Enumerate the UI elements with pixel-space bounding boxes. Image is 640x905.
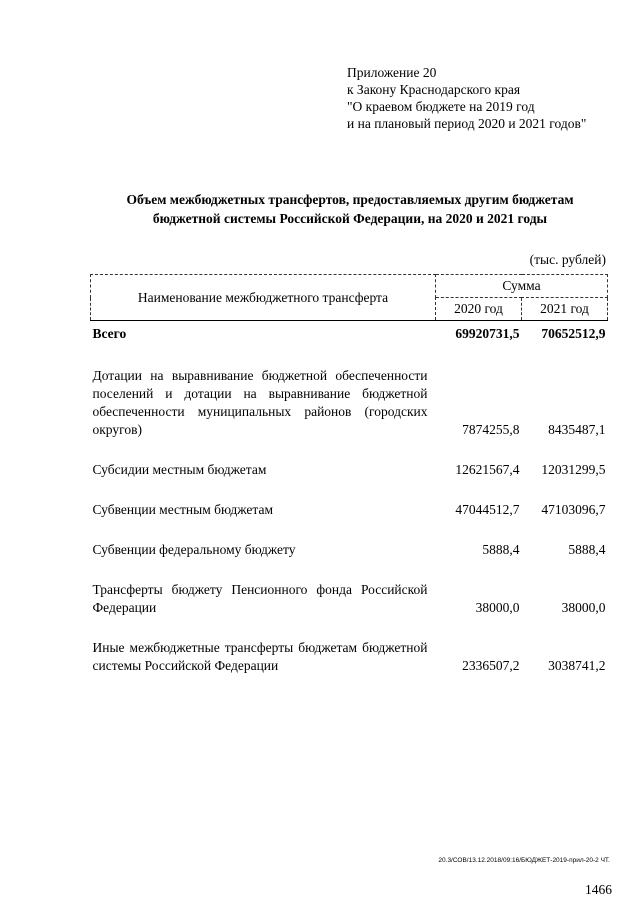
appendix-line: "О краевом бюджете на 2019 год xyxy=(347,99,535,114)
transfers-table xyxy=(90,274,608,675)
row-name: Иные межбюджетные трансферты бюджетам бюджетной системы Российской Федерации xyxy=(92,640,428,673)
column-header-2021: 2021 год xyxy=(522,298,608,321)
appendix-line: Приложение 20 xyxy=(347,65,437,80)
column-header-sum: Сумма xyxy=(436,275,608,298)
row-spacer xyxy=(91,559,608,581)
total-2020: 69920731,5 xyxy=(436,321,522,344)
total-2021: 70652512,9 xyxy=(522,321,608,344)
appendix-line: к Закону Краснодарского края xyxy=(347,82,521,97)
row-name: Субсидии местным бюджетам xyxy=(92,462,267,477)
row-2021: 3038741,2 xyxy=(548,658,606,673)
row-spacer xyxy=(91,439,608,461)
row-2021: 8435487,1 xyxy=(548,422,606,437)
table-row xyxy=(91,639,608,675)
page-number: 1466 xyxy=(585,882,612,897)
row-spacer xyxy=(91,617,608,639)
row-2020: 47044512,7 xyxy=(455,502,520,517)
row-name: Дотации на выравнивание бюджетной обеспеченности поселений и дотации на выравнивание бюджетной обеспеченности муниципальных районов (городских округов) xyxy=(92,368,428,437)
table-row xyxy=(91,461,608,479)
units-label: (тыс. рублей) xyxy=(529,252,606,267)
table-row xyxy=(91,501,608,519)
title-line: Объем межбюджетных трансфертов, предоставляемых другим бюджетам xyxy=(126,192,574,207)
row-2020: 38000,0 xyxy=(475,600,520,615)
row-2021: 38000,0 xyxy=(561,600,606,615)
row-2020: 7874255,8 xyxy=(462,422,520,437)
appendix-header xyxy=(347,64,586,132)
row-2020: 12621567,4 xyxy=(455,462,520,477)
table-row xyxy=(91,541,608,559)
row-name: Субвенции местным бюджетам xyxy=(92,502,274,517)
document-title xyxy=(60,190,640,228)
row-2021: 47103096,7 xyxy=(541,502,606,517)
appendix-line: и на плановый период 2020 и 2021 годов" xyxy=(347,116,587,131)
row-2021: 5888,4 xyxy=(568,542,606,557)
row-spacer xyxy=(91,519,608,541)
footer-document-code: 20.3/СОВ/13.12.2018/09:16/БЮДЖЕТ-2019-прил-20-2 ЧТ. xyxy=(438,857,610,864)
row-2020: 5888,4 xyxy=(482,542,520,557)
row-spacer xyxy=(91,343,608,367)
row-spacer xyxy=(91,479,608,501)
row-name: Субвенции федеральному бюджету xyxy=(92,542,296,557)
row-name: Трансферты бюджету Пенсионного фонда Российской Федерации xyxy=(92,582,428,615)
total-label: Всего xyxy=(91,321,436,344)
table-row xyxy=(91,367,608,439)
title-line: бюджетной системы Российской Федерации, на 2020 и 2021 годы xyxy=(152,211,548,226)
row-2021: 12031299,5 xyxy=(541,462,606,477)
column-header-2020: 2020 год xyxy=(436,298,522,321)
table-row xyxy=(91,581,608,617)
row-2020: 2336507,2 xyxy=(462,658,520,673)
column-header-name: Наименование межбюджетного трансферта xyxy=(91,275,436,321)
total-row xyxy=(91,321,608,344)
